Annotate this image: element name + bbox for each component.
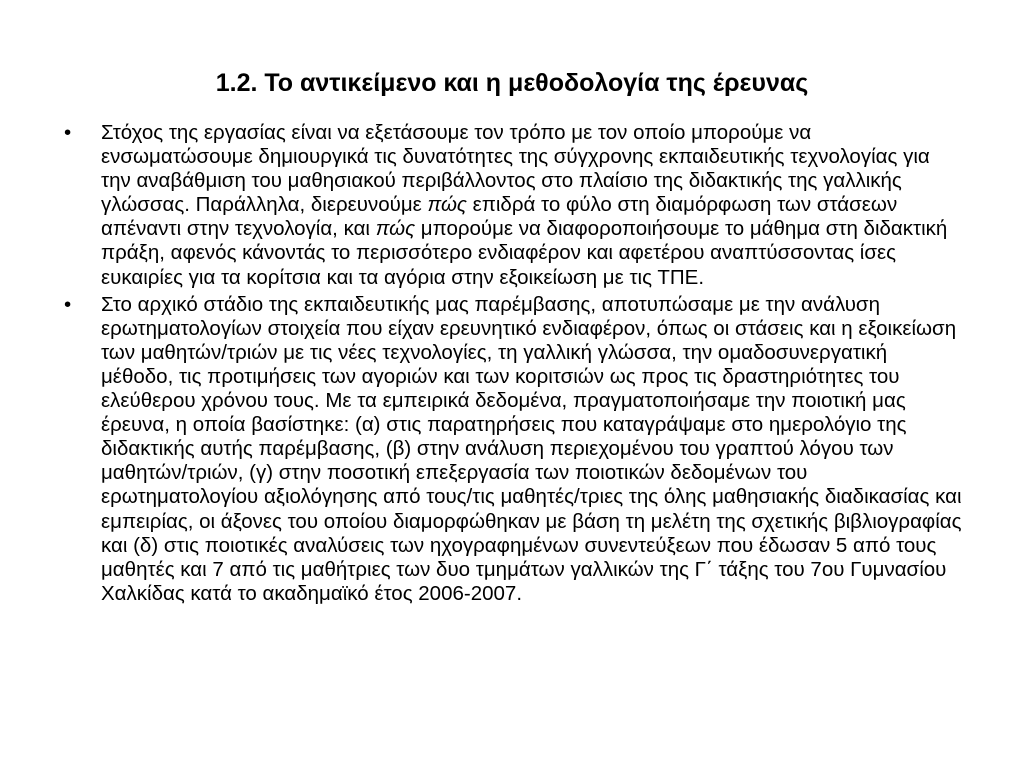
bullet-text-part: μπορούμε να διαφοροποιήσουμε το μάθημα στη διδακτική πράξη, αφενός κάνοντάς το περισσότερο ενδιαφέρον και αφετέρου αναπτύσσοντας ίσες ευκαιρίες για τα κορίτσια και τα αγόρια στην εξοικείωση με τις ΤΠΕ. — [101, 217, 948, 289]
bullet-text-part: επιδρά το φύλο στη διαμόρφωση των στάσεων απέναντι στην τεχνολογία, και — [101, 193, 898, 241]
bullet-marker: • — [64, 121, 72, 144]
bullet-marker: • — [64, 292, 72, 316]
bullet-item-methodology — [64, 293, 964, 606]
slide-title: 1.2. Το αντικείμενο και η μεθοδολογία της έρευνας — [215, 69, 809, 97]
bullet-text-emphasis: πώς — [375, 217, 416, 241]
bullet-item-objective — [64, 121, 964, 290]
bullet-text-emphasis: πώς — [427, 193, 467, 217]
bullet-list — [64, 121, 964, 609]
bullet-text-part: Στόχος της εργασίας είναι να εξετάσουμε τον τρόπο με τον οποίο μπορούμε να ενσωματώσουμε δημιουργικά τις δυνατότητες της σύγχρονης εκπαιδευτικής τεχνολογίας για την αναβάθμιση του μαθησιακού περιβάλλοντος στο πλαίσιο της διδακτικής της γαλλικής γλώσσας. Παράλληλα, διερευνούμε — [101, 121, 930, 217]
bullet-text: Στο αρχικό στάδιο της εκπαιδευτικής μας παρέμβασης, αποτυπώσαμε με την ανάλυση ερωτηματολογίων στοιχεία που είχαν ερευνητικό ενδιαφέρον, όπως οι στάσεις και η εξοικείωση των μαθητών/τριών με τις νέες τεχνολογίες, τη γαλλική γλώσσα, την ομαδοσυνεργατική μέθοδο, τις προτιμήσεις των αγοριών και των κοριτσιών ως προς τις δραστηριότητες του ελεύθερου χρόνου τους. Με τα εμπειρικά δεδομένα, πραγματοποιήσαμε την ποιοτική μας έρευνα, η οποία βασίστηκε: (α) στις παρατηρήσεις που καταγράψαμε στο ημερολόγιο της διδακτικής αυτής παρέμβασης, (β) στην ανάλυση περιεχομένου του γραπτού λόγου των μαθητών/τριών, (γ) στην ποσοτική επεξεργασία των ποιοτικών δεδομένων του ερωτηματολογίου αξιολόγησης από τους/τις μαθητές/τριες της όλης μαθησιακής διαδικασίας και εμπειρίας, οι άξονες του οποίου διαμορφώθηκαν με βάση τη μελέτη της σχετικής βιβλιογραφίας και (δ) στις ποιοτικές αναλύσεις των ηχογραφημένων συνεντεύξεων που έδωσαν 5 από τους μαθητές και 7 από τις μαθήτριες των δυο τμημάτων γαλλικών της Γ΄ τάξης του 7ου Γυμνασίου Χαλκίδας κατά το ακαδημαϊκό έτος 2006-2007. — [101, 292, 962, 605]
